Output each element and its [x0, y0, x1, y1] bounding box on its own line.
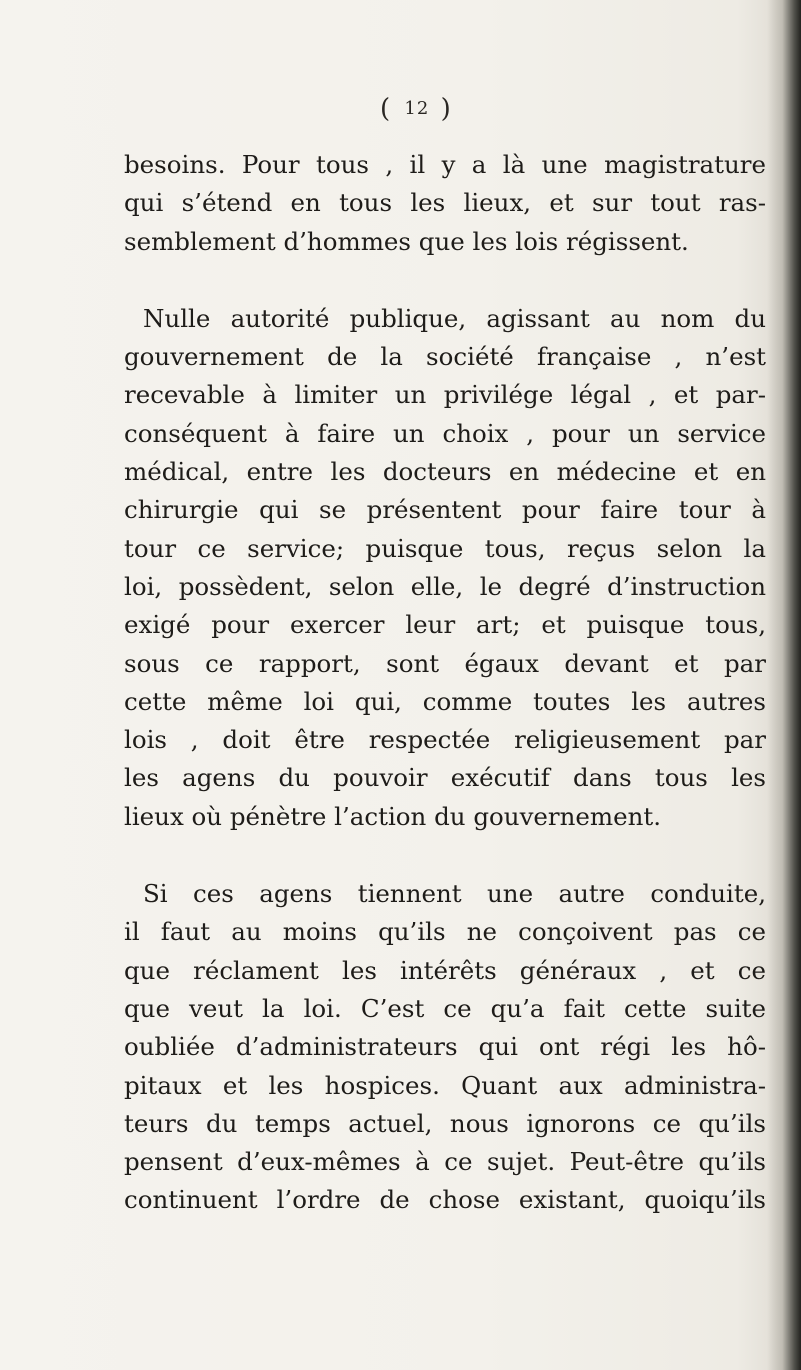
- page-number-open-paren: (: [380, 94, 394, 124]
- paragraph-gap: [124, 836, 766, 875]
- page-number: [380, 94, 490, 124]
- text-line: il faut au moins qu’ils ne conçoivent pas ce: [124, 917, 766, 947]
- paragraph-2: [124, 300, 766, 836]
- text-line: oubliée d’administrateurs qui ont régi les hô-: [124, 1032, 766, 1062]
- text-line: semblement d’hommes que les lois régissent.: [124, 226, 689, 256]
- text-line: gouvernement de la société française , n’est: [124, 342, 766, 372]
- text-line: pitaux et les hospices. Quant aux administra-: [124, 1070, 766, 1100]
- page-edge-shadow: [767, 0, 801, 1370]
- paragraph-gap: [124, 261, 766, 300]
- text-line: lieux où pénètre l’action du gouvernement.: [124, 801, 662, 831]
- text-line: pensent d’eux-mêmes à ce sujet. Peut-être qu’ils: [124, 1147, 766, 1177]
- text-line: que veut la loi. C’est ce qu’a fait cette suite: [124, 993, 766, 1023]
- text-line: Nulle autorité publique, agissant au nom du: [143, 303, 766, 333]
- text-line: lois , doit être respectée religieusement par: [124, 725, 766, 755]
- text-line: tour ce service; puisque tous, reçus selon la: [124, 533, 766, 563]
- text-line: médical, entre les docteurs en médecine et en: [124, 457, 766, 487]
- paragraph-3: [124, 875, 766, 1220]
- text-line: que réclament les intérêts généraux , et ce: [124, 955, 766, 985]
- text-line: loi, possèdent, selon elle, le degré d’instruction: [124, 571, 766, 601]
- text-line: sous ce rapport, sont égaux devant et par: [124, 648, 766, 678]
- text-line: conséquent à faire un choix , pour un service: [124, 418, 766, 448]
- text-line: recevable à limiter un privilége légal , et par-: [124, 380, 766, 410]
- page-number-value: 12: [404, 98, 430, 119]
- text-line: les agens du pouvoir exécutif dans tous les: [124, 763, 766, 793]
- text-line: chirurgie qui se présentent pour faire tour à: [124, 495, 766, 525]
- text-line: continuent l’ordre de chose existant, quoiqu’ils: [124, 1185, 766, 1215]
- text-line: cette même loi qui, comme toutes les autres: [124, 686, 766, 716]
- text-line: qui s’étend en tous les lieux, et sur tout ras-: [124, 188, 766, 218]
- page-number-close-paren: ): [440, 94, 454, 124]
- paragraph-1: [124, 146, 766, 261]
- text-line: teurs du temps actuel, nous ignorons ce qu’ils: [124, 1108, 766, 1138]
- text-line: exigé pour exercer leur art; et puisque tous,: [124, 610, 766, 640]
- text-line: besoins. Pour tous , il y a là une magistrature: [124, 150, 766, 179]
- body-text: [124, 146, 766, 1220]
- text-line: Si ces agens tiennent une autre conduite,: [143, 879, 766, 909]
